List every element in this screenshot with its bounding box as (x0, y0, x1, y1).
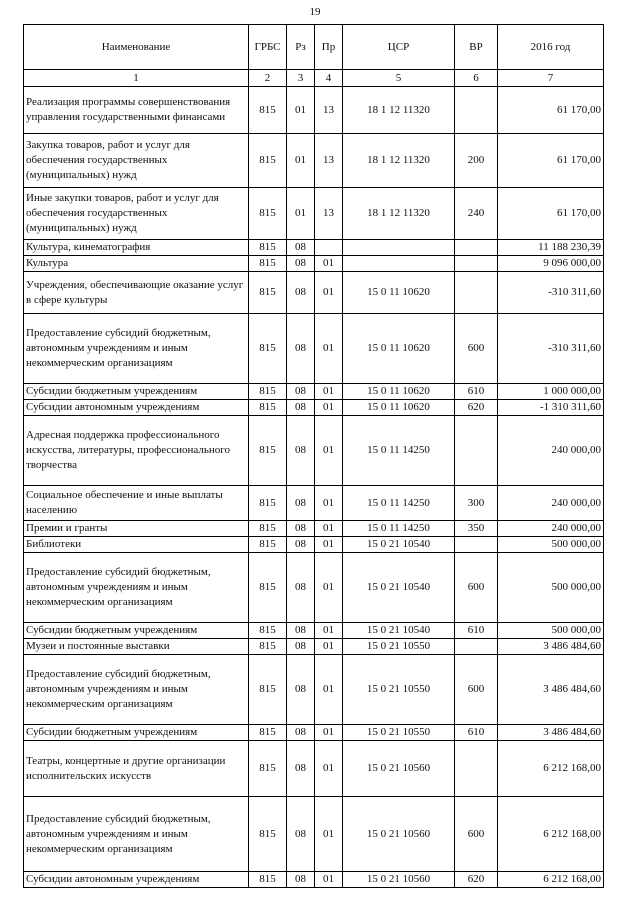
header-vr: ВР (455, 25, 498, 70)
row-rz: 08 (287, 725, 315, 741)
budget-table (23, 24, 604, 888)
row-name: Премии и гранты (24, 521, 249, 537)
table-row (24, 188, 604, 240)
row-rz: 08 (287, 655, 315, 725)
row-csr: 15 0 21 10560 (343, 872, 455, 888)
row-csr (343, 240, 455, 256)
row-amount: 6 212 168,00 (498, 741, 604, 797)
row-name: Субсидии бюджетным учреждениям (24, 725, 249, 741)
row-amount: 61 170,00 (498, 87, 604, 134)
row-grbs: 815 (249, 384, 287, 400)
row-csr: 15 0 11 14250 (343, 486, 455, 521)
row-name: Социальное обеспечение и иные выплаты населению (24, 486, 249, 521)
table-row (24, 256, 604, 272)
row-grbs: 815 (249, 725, 287, 741)
row-rz: 01 (287, 188, 315, 240)
row-csr: 15 0 21 10560 (343, 797, 455, 872)
row-amount: 6 212 168,00 (498, 872, 604, 888)
row-csr (343, 256, 455, 272)
row-grbs: 815 (249, 314, 287, 384)
row-csr: 15 0 11 10620 (343, 314, 455, 384)
table-row (24, 741, 604, 797)
row-amount: -310 311,60 (498, 272, 604, 314)
row-grbs: 815 (249, 134, 287, 188)
row-pr: 01 (315, 537, 343, 553)
row-vr (455, 639, 498, 655)
row-pr: 01 (315, 486, 343, 521)
table-row (24, 639, 604, 655)
table-row (24, 384, 604, 400)
row-rz: 08 (287, 521, 315, 537)
row-csr: 15 0 11 10620 (343, 384, 455, 400)
row-vr: 200 (455, 134, 498, 188)
column-index: 4 (315, 70, 343, 87)
row-grbs: 815 (249, 256, 287, 272)
row-name: Предоставление субсидий бюджетным, автономным учреждениям и иным некоммерческим организациям (24, 655, 249, 725)
row-amount: 9 096 000,00 (498, 256, 604, 272)
row-vr: 350 (455, 521, 498, 537)
row-amount: 61 170,00 (498, 134, 604, 188)
table-row (24, 725, 604, 741)
row-csr: 15 0 11 14250 (343, 521, 455, 537)
row-rz: 08 (287, 741, 315, 797)
row-amount: 61 170,00 (498, 188, 604, 240)
row-pr: 01 (315, 741, 343, 797)
row-vr: 600 (455, 797, 498, 872)
row-csr: 15 0 21 10540 (343, 553, 455, 623)
row-amount: 500 000,00 (498, 623, 604, 639)
table-row (24, 872, 604, 888)
row-csr: 15 0 11 10620 (343, 272, 455, 314)
row-grbs: 815 (249, 87, 287, 134)
row-amount: 11 188 230,39 (498, 240, 604, 256)
row-rz: 08 (287, 553, 315, 623)
row-grbs: 815 (249, 416, 287, 486)
row-grbs: 815 (249, 486, 287, 521)
row-amount: 3 486 484,60 (498, 725, 604, 741)
row-name: Предоставление субсидий бюджетным, автономным учреждениям и иным некоммерческим организациям (24, 797, 249, 872)
row-vr: 300 (455, 486, 498, 521)
row-grbs: 815 (249, 188, 287, 240)
row-csr: 15 0 21 10540 (343, 537, 455, 553)
row-name: Предоставление субсидий бюджетным, автономным учреждениям и иным некоммерческим организациям (24, 314, 249, 384)
row-pr: 01 (315, 384, 343, 400)
column-index: 2 (249, 70, 287, 87)
table-row (24, 416, 604, 486)
row-grbs: 815 (249, 655, 287, 725)
row-vr: 600 (455, 553, 498, 623)
row-grbs: 815 (249, 521, 287, 537)
row-grbs: 815 (249, 400, 287, 416)
row-name: Музеи и постоянные выставки (24, 639, 249, 655)
row-csr: 18 1 12 11320 (343, 134, 455, 188)
row-pr: 01 (315, 314, 343, 384)
row-rz: 08 (287, 623, 315, 639)
row-rz: 08 (287, 240, 315, 256)
table-row (24, 655, 604, 725)
row-amount: 240 000,00 (498, 486, 604, 521)
table-row (24, 623, 604, 639)
row-vr: 620 (455, 400, 498, 416)
column-index: 3 (287, 70, 315, 87)
row-rz: 08 (287, 384, 315, 400)
row-grbs: 815 (249, 623, 287, 639)
row-csr: 15 0 21 10550 (343, 655, 455, 725)
row-csr: 18 1 12 11320 (343, 188, 455, 240)
row-vr: 600 (455, 655, 498, 725)
table-row (24, 486, 604, 521)
row-rz: 01 (287, 134, 315, 188)
row-pr: 01 (315, 521, 343, 537)
column-index: 6 (455, 70, 498, 87)
row-pr: 01 (315, 655, 343, 725)
row-rz: 08 (287, 486, 315, 521)
table-row (24, 797, 604, 872)
row-pr: 13 (315, 188, 343, 240)
row-rz: 08 (287, 537, 315, 553)
row-rz: 01 (287, 87, 315, 134)
table-row (24, 87, 604, 134)
row-csr: 18 1 12 11320 (343, 87, 455, 134)
row-pr: 01 (315, 400, 343, 416)
row-name: Библиотеки (24, 537, 249, 553)
row-name: Закупка товаров, работ и услуг для обеспечения государственных (муниципальных) нужд (24, 134, 249, 188)
column-index: 1 (24, 70, 249, 87)
row-csr: 15 0 21 10560 (343, 741, 455, 797)
row-vr: 610 (455, 725, 498, 741)
row-pr: 01 (315, 272, 343, 314)
row-grbs: 815 (249, 741, 287, 797)
row-amount: 240 000,00 (498, 521, 604, 537)
header-pr: Пр (315, 25, 343, 70)
row-vr: 240 (455, 188, 498, 240)
row-grbs: 815 (249, 553, 287, 623)
row-pr: 01 (315, 725, 343, 741)
table-row (24, 272, 604, 314)
column-index: 5 (343, 70, 455, 87)
header-rz: Рз (287, 25, 315, 70)
row-amount: 500 000,00 (498, 553, 604, 623)
row-amount: 500 000,00 (498, 537, 604, 553)
row-vr (455, 256, 498, 272)
row-name: Предоставление субсидий бюджетным, автономным учреждениям и иным некоммерческим организациям (24, 553, 249, 623)
row-csr: 15 0 21 10550 (343, 725, 455, 741)
header-name: Наименование (24, 25, 249, 70)
row-pr: 01 (315, 256, 343, 272)
row-rz: 08 (287, 400, 315, 416)
table-row (24, 553, 604, 623)
table-row (24, 537, 604, 553)
row-vr (455, 537, 498, 553)
row-grbs: 815 (249, 797, 287, 872)
header-csr: ЦСР (343, 25, 455, 70)
row-grbs: 815 (249, 272, 287, 314)
row-name: Субсидии автономным учреждениям (24, 872, 249, 888)
row-name: Адресная поддержка профессионального искусства, литературы, профессионального творчества (24, 416, 249, 486)
row-grbs: 815 (249, 872, 287, 888)
row-pr: 01 (315, 797, 343, 872)
row-amount: -1 310 311,60 (498, 400, 604, 416)
table-row (24, 314, 604, 384)
row-rz: 08 (287, 872, 315, 888)
row-vr: 600 (455, 314, 498, 384)
row-name: Реализация программы совершенствования управления государственными финансами (24, 87, 249, 134)
row-amount: 3 486 484,60 (498, 639, 604, 655)
header-grbs: ГРБС (249, 25, 287, 70)
row-pr: 01 (315, 872, 343, 888)
row-csr: 15 0 11 10620 (343, 400, 455, 416)
row-name: Субсидии бюджетным учреждениям (24, 384, 249, 400)
row-amount: -310 311,60 (498, 314, 604, 384)
row-csr: 15 0 21 10540 (343, 623, 455, 639)
row-rz: 08 (287, 797, 315, 872)
row-vr: 620 (455, 872, 498, 888)
row-pr: 13 (315, 87, 343, 134)
table-row (24, 521, 604, 537)
row-vr (455, 240, 498, 256)
row-vr: 610 (455, 384, 498, 400)
row-vr (455, 741, 498, 797)
table-header-row (24, 25, 604, 70)
row-pr: 01 (315, 623, 343, 639)
row-rz: 08 (287, 272, 315, 314)
table-row (24, 400, 604, 416)
row-name: Культура (24, 256, 249, 272)
row-vr: 610 (455, 623, 498, 639)
row-name: Культура, кинематография (24, 240, 249, 256)
row-grbs: 815 (249, 240, 287, 256)
row-csr: 15 0 21 10550 (343, 639, 455, 655)
row-pr (315, 240, 343, 256)
row-amount: 6 212 168,00 (498, 797, 604, 872)
row-grbs: 815 (249, 639, 287, 655)
table-row (24, 134, 604, 188)
row-vr (455, 416, 498, 486)
row-rz: 08 (287, 256, 315, 272)
row-pr: 13 (315, 134, 343, 188)
row-name: Учреждения, обеспечивающие оказание услуг в сфере культуры (24, 272, 249, 314)
column-index-row (24, 70, 604, 87)
row-name: Иные закупки товаров, работ и услуг для обеспечения государственных (муниципальных) нужд (24, 188, 249, 240)
row-vr (455, 87, 498, 134)
row-csr: 15 0 11 14250 (343, 416, 455, 486)
column-index: 7 (498, 70, 604, 87)
row-pr: 01 (315, 553, 343, 623)
row-amount: 240 000,00 (498, 416, 604, 486)
row-amount: 1 000 000,00 (498, 384, 604, 400)
row-name: Субсидии автономным учреждениям (24, 400, 249, 416)
row-amount: 3 486 484,60 (498, 655, 604, 725)
row-rz: 08 (287, 416, 315, 486)
row-name: Театры, концертные и другие организации исполнительских искусств (24, 741, 249, 797)
row-rz: 08 (287, 639, 315, 655)
page-number: 19 (309, 6, 321, 18)
row-pr: 01 (315, 639, 343, 655)
row-vr (455, 272, 498, 314)
header-year: 2016 год (498, 25, 604, 70)
row-pr: 01 (315, 416, 343, 486)
row-grbs: 815 (249, 537, 287, 553)
row-name: Субсидии бюджетным учреждениям (24, 623, 249, 639)
row-rz: 08 (287, 314, 315, 384)
table-row (24, 240, 604, 256)
